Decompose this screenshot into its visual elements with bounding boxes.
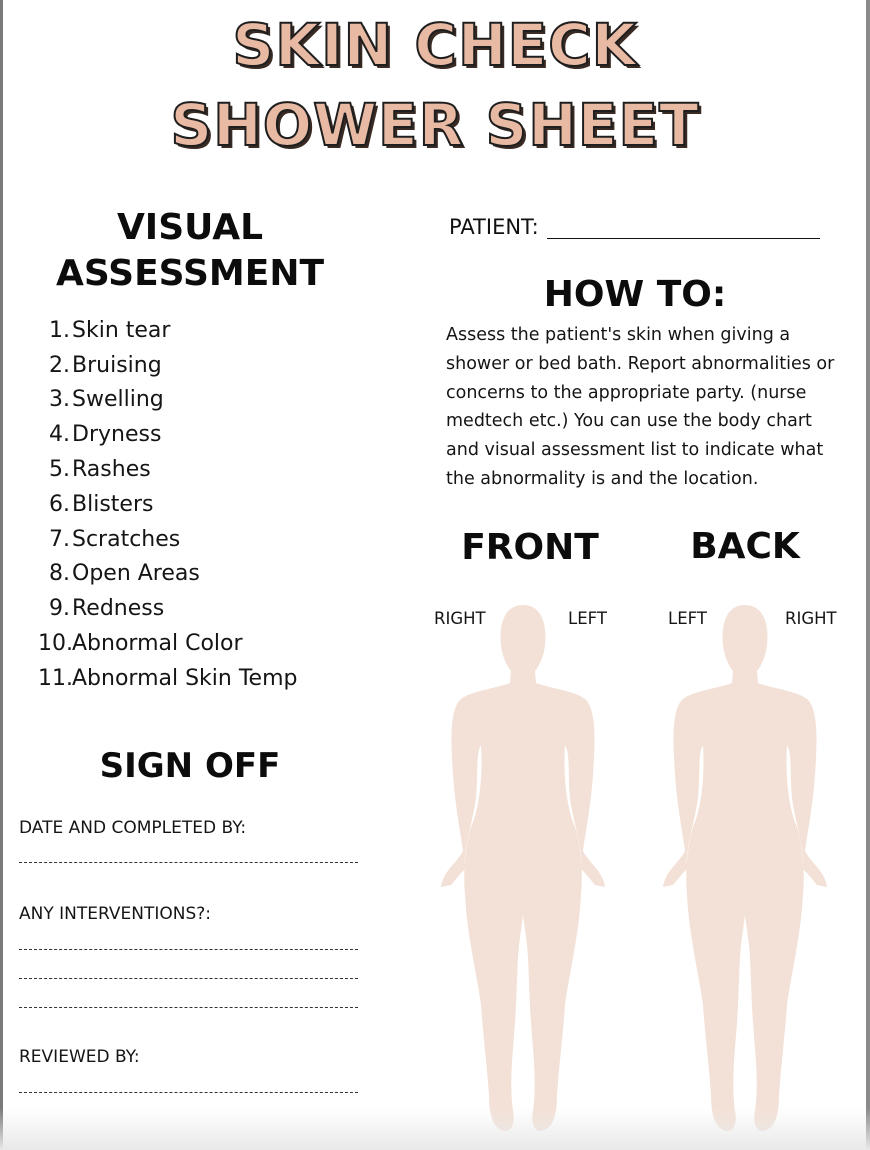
date-completed-line[interactable] bbox=[19, 862, 358, 863]
front-body-silhouette[interactable] bbox=[441, 605, 605, 1131]
back-left-label: LEFT bbox=[668, 609, 707, 628]
assessment-item-number: 1. bbox=[49, 317, 70, 343]
date-completed-label: DATE AND COMPLETED BY: bbox=[19, 818, 247, 838]
back-right-label: RIGHT bbox=[785, 609, 837, 628]
assessment-item-number: 9. bbox=[49, 596, 70, 622]
assessment-item-number: 8. bbox=[49, 561, 70, 587]
assessment-list bbox=[38, 313, 297, 696]
interventions-line-3[interactable] bbox=[19, 1007, 358, 1008]
interventions-line-2[interactable] bbox=[19, 978, 358, 979]
assessment-item-label: Abnormal Skin Temp bbox=[72, 665, 298, 691]
assessment-item-number: 10. bbox=[38, 631, 73, 657]
assessment-item-number: 4. bbox=[49, 422, 70, 448]
assessment-item-label: Blisters bbox=[72, 491, 154, 517]
page-border-right bbox=[866, 0, 870, 1150]
interventions-label: ANY INTERVENTIONS?: bbox=[19, 904, 211, 924]
assessment-item-label: Skin tear bbox=[72, 317, 171, 343]
assessment-item-label: Bruising bbox=[72, 352, 162, 378]
assessment-item-label: Redness bbox=[72, 596, 165, 622]
assessment-item-number: 2. bbox=[49, 352, 70, 378]
patient-name-line[interactable] bbox=[547, 218, 820, 239]
front-right-label: RIGHT bbox=[434, 609, 486, 628]
assessment-item-label: Open Areas bbox=[72, 561, 200, 587]
interventions-line-1[interactable] bbox=[19, 949, 358, 950]
back-heading: BACK bbox=[690, 526, 800, 567]
assessment-item-label: Dryness bbox=[72, 422, 162, 448]
assessment-item bbox=[38, 313, 297, 348]
back-body-silhouette[interactable] bbox=[663, 605, 827, 1131]
visual-assessment-heading bbox=[40, 205, 340, 297]
sign-off-heading: SIGN OFF bbox=[99, 746, 281, 786]
front-left-label: LEFT bbox=[568, 609, 607, 628]
title-line-1: SKIN CHECK bbox=[232, 11, 638, 79]
reviewed-by-line[interactable] bbox=[19, 1092, 358, 1093]
assessment-item-label: Swelling bbox=[72, 387, 164, 413]
assessment-item bbox=[38, 452, 297, 487]
reviewed-by-label: REVIEWED BY: bbox=[19, 1047, 140, 1067]
assessment-item-label: Rashes bbox=[72, 457, 151, 483]
assessment-item bbox=[38, 557, 297, 592]
assessment-item bbox=[38, 487, 297, 522]
assessment-item bbox=[38, 417, 297, 452]
assessment-item-number: 11. bbox=[38, 665, 73, 691]
how-to-instructions: Assess the patient's skin when giving a shower or bed bath. Report abnormalities or concerns to the appropriate party. (nurse medtech etc.) You can use the body chart and visual assessment list to indicate what the abnormality is and the location. bbox=[446, 325, 835, 489]
front-heading: FRONT bbox=[461, 527, 599, 568]
assessment-item-number: 5. bbox=[49, 457, 70, 483]
visual-heading-line-1: VISUAL bbox=[116, 207, 264, 248]
assessment-item-number: 6. bbox=[49, 491, 70, 517]
patient-label: PATIENT: bbox=[449, 215, 539, 239]
assessment-item bbox=[38, 522, 297, 557]
title-line-2: SHOWER SHEET bbox=[170, 91, 700, 159]
assessment-item bbox=[38, 591, 297, 626]
patient-field bbox=[449, 215, 820, 239]
assessment-item-number: 3. bbox=[49, 387, 70, 413]
assessment-item bbox=[38, 383, 297, 418]
assessment-item bbox=[38, 626, 297, 661]
assessment-item-number: 7. bbox=[49, 526, 70, 552]
assessment-item-label: Scratches bbox=[72, 526, 181, 552]
assessment-item bbox=[38, 348, 297, 383]
body-chart bbox=[400, 595, 860, 1140]
page-border-left bbox=[0, 0, 3, 1150]
assessment-item bbox=[38, 661, 297, 696]
how-to-heading: HOW TO: bbox=[543, 274, 727, 315]
assessment-item-label: Abnormal Color bbox=[72, 631, 243, 657]
visual-heading-line-2: ASSESSMENT bbox=[55, 253, 325, 294]
page-bottom-shade bbox=[0, 1108, 870, 1150]
